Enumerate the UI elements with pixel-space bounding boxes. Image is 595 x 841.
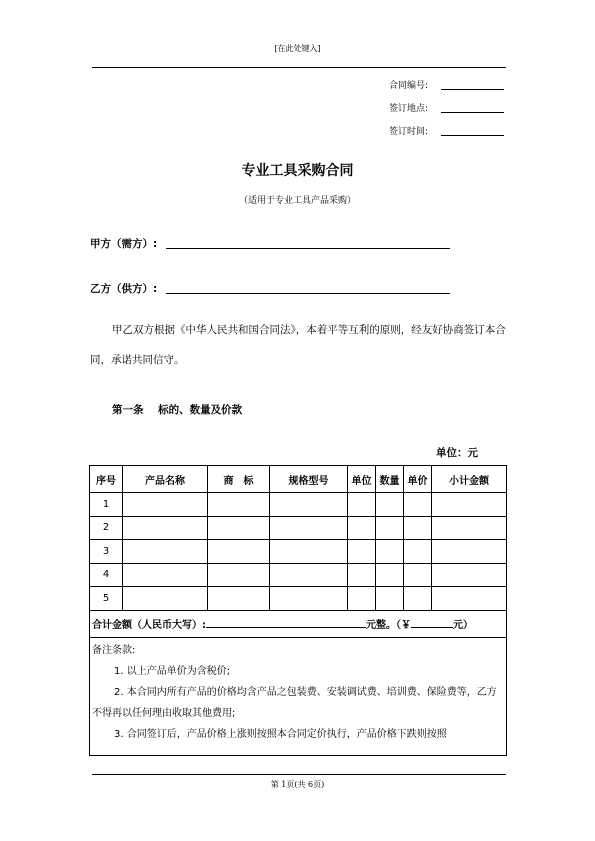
table-cell[interactable] bbox=[376, 516, 404, 540]
party-a-blank[interactable] bbox=[166, 248, 450, 249]
header-rule bbox=[92, 67, 506, 68]
col-header-unit-price: 单价 bbox=[404, 466, 432, 493]
table-cell[interactable] bbox=[376, 563, 404, 587]
col-header-index: 序号 bbox=[90, 466, 123, 493]
sign-date-field[interactable] bbox=[389, 124, 509, 138]
note-item: 2. 本合同内所有产品的价格均含产品之包装费、安装调试费、培训费、保险费等，乙方不得再以任何理由收取其他费用; bbox=[92, 686, 497, 719]
row-index: 4 bbox=[90, 563, 123, 587]
note-item: 3. 合同签订后，产品价格上涨则按照本合同定价执行，产品价格下跌则按照 bbox=[114, 728, 447, 740]
contract-number-blank[interactable] bbox=[441, 89, 504, 90]
table-cell[interactable] bbox=[270, 587, 348, 611]
col-header-brand: 商 标 bbox=[208, 466, 270, 493]
party-a-label: 甲方（需方）: bbox=[90, 238, 158, 250]
table-cell[interactable] bbox=[432, 540, 507, 564]
table-cell[interactable] bbox=[270, 563, 348, 587]
table-cell[interactable] bbox=[123, 540, 208, 564]
sign-date-label: 签订时间: bbox=[389, 127, 429, 137]
contract-number-label: 合同编号: bbox=[389, 81, 429, 91]
unit-label: 单位：元 bbox=[436, 447, 478, 459]
table-header-row bbox=[90, 466, 507, 493]
table-cell[interactable] bbox=[208, 587, 270, 611]
page-number: 第 1页(共 6页) bbox=[270, 780, 325, 789]
table-row bbox=[90, 563, 507, 587]
table-cell[interactable] bbox=[348, 493, 376, 517]
product-table bbox=[89, 465, 507, 756]
table-cell[interactable] bbox=[208, 516, 270, 540]
row-index: 3 bbox=[90, 540, 123, 564]
party-b-label: 乙方（供方）: bbox=[90, 283, 158, 295]
sign-place-blank[interactable] bbox=[441, 112, 504, 113]
table-cell[interactable] bbox=[432, 493, 507, 517]
party-b-blank[interactable] bbox=[166, 293, 450, 294]
table-cell[interactable] bbox=[123, 493, 208, 517]
table-cell[interactable] bbox=[348, 516, 376, 540]
sign-date-blank[interactable] bbox=[441, 135, 504, 136]
table-cell[interactable] bbox=[432, 516, 507, 540]
table-cell[interactable] bbox=[432, 563, 507, 587]
table-cell[interactable] bbox=[123, 587, 208, 611]
table-cell[interactable] bbox=[404, 587, 432, 611]
total-label: 合计金额（人民币大写）: bbox=[92, 620, 206, 631]
table-cell[interactable] bbox=[404, 516, 432, 540]
notes-title: 备注条款: bbox=[92, 644, 136, 656]
table-cell[interactable] bbox=[376, 587, 404, 611]
note-item: 1. 以上产品单价为含税价; bbox=[114, 665, 231, 677]
col-header-product-name: 产品名称 bbox=[123, 466, 208, 493]
table-row bbox=[90, 540, 507, 564]
col-header-quantity: 数量 bbox=[376, 466, 404, 493]
col-header-subtotal: 小计金额 bbox=[432, 466, 507, 493]
row-index: 2 bbox=[90, 516, 123, 540]
table-cell[interactable] bbox=[376, 540, 404, 564]
total-mid-label: 元整。（￥ bbox=[366, 620, 411, 631]
row-index: 5 bbox=[90, 587, 123, 611]
table-cell[interactable] bbox=[348, 587, 376, 611]
col-header-unit: 单位 bbox=[348, 466, 376, 493]
table-cell[interactable] bbox=[376, 493, 404, 517]
contract-number-field[interactable] bbox=[389, 78, 509, 92]
article-1-heading: 第一条 标的、数量及价款 bbox=[112, 404, 243, 416]
table-row bbox=[90, 516, 507, 540]
table-cell[interactable] bbox=[270, 540, 348, 564]
col-header-spec: 规格型号 bbox=[270, 466, 348, 493]
table-cell[interactable] bbox=[270, 516, 348, 540]
total-amount-cell[interactable] bbox=[90, 610, 507, 637]
table-cell[interactable] bbox=[123, 563, 208, 587]
table-cell[interactable] bbox=[208, 493, 270, 517]
table-cell[interactable] bbox=[348, 563, 376, 587]
total-words-blank[interactable] bbox=[206, 617, 366, 628]
table-cell[interactable] bbox=[404, 563, 432, 587]
total-figures-blank[interactable] bbox=[411, 617, 453, 628]
table-row bbox=[90, 493, 507, 517]
notes-row bbox=[90, 637, 507, 755]
notes-cell[interactable] bbox=[90, 637, 507, 755]
party-a-field[interactable] bbox=[90, 236, 157, 251]
table-cell[interactable] bbox=[123, 516, 208, 540]
table-cell[interactable] bbox=[404, 493, 432, 517]
table-cell[interactable] bbox=[270, 493, 348, 517]
intro-paragraph: 甲乙双方根据《中华人民共和国合同法》，本着平等互利的原则，经友好协商签订本合同，承诺共同信守。 bbox=[90, 324, 506, 366]
row-index: 1 bbox=[90, 493, 123, 517]
page-header[interactable]: [在此处键入] bbox=[274, 44, 321, 53]
document-subtitle: （适用于专业工具产品采购） bbox=[238, 196, 356, 206]
table-cell[interactable] bbox=[208, 563, 270, 587]
footer-rule bbox=[92, 774, 506, 775]
document-title: 专业工具采购合同 bbox=[241, 163, 354, 179]
sign-place-label: 签订地点: bbox=[389, 104, 429, 114]
total-row bbox=[90, 610, 507, 637]
sign-place-field[interactable] bbox=[389, 101, 509, 115]
table-cell[interactable] bbox=[404, 540, 432, 564]
table-row bbox=[90, 587, 507, 611]
table-cell[interactable] bbox=[208, 540, 270, 564]
table-cell[interactable] bbox=[432, 587, 507, 611]
total-end-label: 元） bbox=[453, 620, 473, 631]
party-b-field[interactable] bbox=[90, 281, 157, 296]
table-cell[interactable] bbox=[348, 540, 376, 564]
